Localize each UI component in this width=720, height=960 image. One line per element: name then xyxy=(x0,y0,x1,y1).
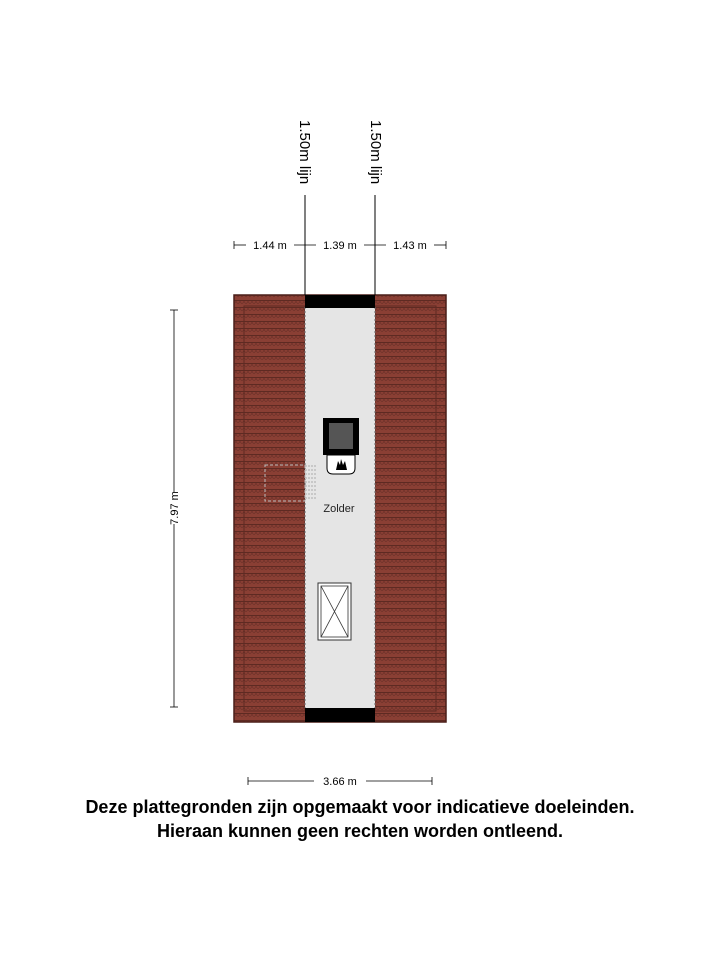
dim-top-left: 1.44 m xyxy=(253,240,287,252)
disclaimer-line-2: Hieraan kunnen geen rechten worden ontleend. xyxy=(156,821,564,841)
wall-top xyxy=(305,295,375,308)
disclaimer xyxy=(0,795,720,843)
dim-bottom-width: 3.66 m xyxy=(323,776,357,788)
disclaimer-line-1: Deze plattegronden zijn opgemaakt voor indicatieve doeleinden. xyxy=(85,797,635,817)
line-label-left: 1.50m lijn xyxy=(296,120,313,185)
dim-top-right: 1.43 m xyxy=(393,240,427,252)
wall-bottom xyxy=(305,708,375,722)
line-label-right: 1.50m lijn xyxy=(367,120,384,185)
room-label: Zolder xyxy=(323,503,355,515)
dim-top-middle: 1.39 m xyxy=(323,240,357,252)
dim-left-height: 7.97 m xyxy=(169,491,181,525)
chimney-inner xyxy=(329,423,353,449)
